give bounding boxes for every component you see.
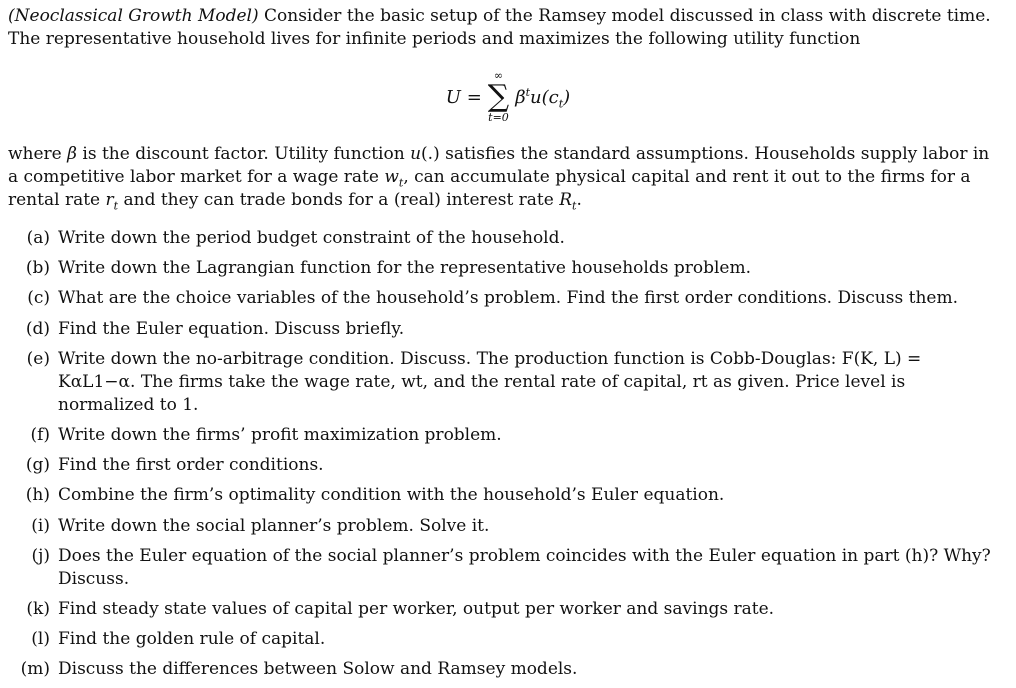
list-item [8, 628, 998, 651]
sum-lower-limit: t=0 [488, 111, 509, 124]
intro-paragraph [8, 5, 992, 51]
item-label: (b) [25, 258, 50, 279]
item-text: Discuss the differences between Solow and Ramsey models. [58, 659, 578, 680]
list-item [8, 454, 998, 477]
item-text: Write down the Lagrangian function for the representative households problem. [58, 258, 752, 279]
r-symbol: r [105, 190, 114, 210]
item-text: Write down the period budget constraint of the household. [58, 228, 565, 248]
w-subscript: t [398, 176, 404, 190]
item-text: Write down the social planner’s problem. Solve it. [58, 515, 490, 536]
list-item [8, 318, 998, 341]
r-subscript: t [113, 199, 119, 213]
equation-body [515, 86, 570, 109]
setup-text-4: , can accumulate physical capital and rent it out to the firms for a rental rate [8, 167, 971, 210]
R-subscript: t [572, 199, 577, 213]
list-item [8, 515, 998, 538]
list-item [8, 348, 998, 417]
question-list [8, 227, 998, 688]
item-label: (g) [25, 455, 50, 476]
sigma-icon: ∑ [487, 79, 510, 114]
item-text: Find steady state values of capital per worker, output per worker and savings rate. [58, 598, 775, 619]
equation-subscript: t [558, 97, 564, 111]
intro-title: (Neoclassical Growth Model) [8, 6, 259, 26]
list-item [8, 424, 998, 447]
setup-paragraph [8, 143, 992, 212]
setup-text-2: is the discount factor. Utility function [76, 144, 411, 164]
list-item [8, 227, 998, 250]
item-text: Combine the firm’s optimality condition with the household’s Euler equation. [58, 485, 725, 506]
item-text: What are the choice variables of the household’s problem. Find the first order conditions. Discuss them. [58, 288, 958, 309]
equation-beta: β [515, 86, 526, 108]
R-symbol: R [559, 190, 573, 210]
w-symbol: w [384, 167, 399, 187]
item-text: Write down the firms’ profit maximization problem. [58, 424, 502, 445]
item-text: Find the golden rule of capital. [58, 629, 326, 650]
item-label: (c) [27, 288, 50, 309]
setup-text-1: where [8, 144, 68, 164]
item-label: (m) [20, 659, 50, 680]
u-symbol: u [410, 144, 422, 164]
item-label: (h) [25, 485, 50, 506]
item-label: (k) [26, 598, 50, 619]
item-label: (i) [31, 515, 50, 536]
equation-lhs: U = [445, 86, 482, 108]
utility-equation [0, 66, 1016, 128]
equation-func: u(c [530, 86, 559, 108]
item-label: (f) [30, 424, 50, 445]
beta-symbol: β [67, 144, 77, 164]
setup-text-3: (.) satisfies the standard assumptions. Households supply labor in a competitive labor market for a wage rate [8, 144, 990, 187]
setup-text-6: . [576, 190, 582, 210]
item-label: (l) [31, 629, 50, 650]
item-text: Find the first order conditions. [58, 455, 324, 476]
list-item [8, 658, 998, 681]
setup-text-5: and they can trade bonds for a (real) interest rate [118, 190, 560, 210]
list-item [8, 545, 998, 591]
item-text: Write down the no-arbitrage condition. Discuss. The production function is Cobb-Douglas: F(K, L) = KαL1−α. The firms take the wage rate, wt, and the rental rate of capital, rt as given. Price level is normalized to 1. [58, 348, 922, 415]
summation-symbol [488, 70, 509, 124]
list-item [8, 257, 998, 280]
item-text: Does the Euler equation of the social planner’s problem coincides with the Euler equation in part (h)? Why? Discuss. [58, 545, 991, 589]
sum-upper-limit: ∞ [493, 69, 504, 82]
item-label: (d) [25, 318, 50, 339]
equation-exponent: t [525, 85, 531, 99]
list-item [8, 598, 998, 621]
list-item [8, 484, 998, 507]
equation-close: ) [563, 86, 571, 108]
item-text: Find the Euler equation. Discuss briefly. [58, 318, 405, 339]
intro-text: Consider the basic setup of the Ramsey model discussed in class with discrete time. The representative household lives for infinite periods and maximizes the following utility function [8, 6, 991, 49]
item-label: (j) [31, 545, 50, 566]
item-label: (e) [26, 348, 50, 369]
list-item [8, 287, 998, 310]
item-label: (a) [26, 228, 50, 248]
